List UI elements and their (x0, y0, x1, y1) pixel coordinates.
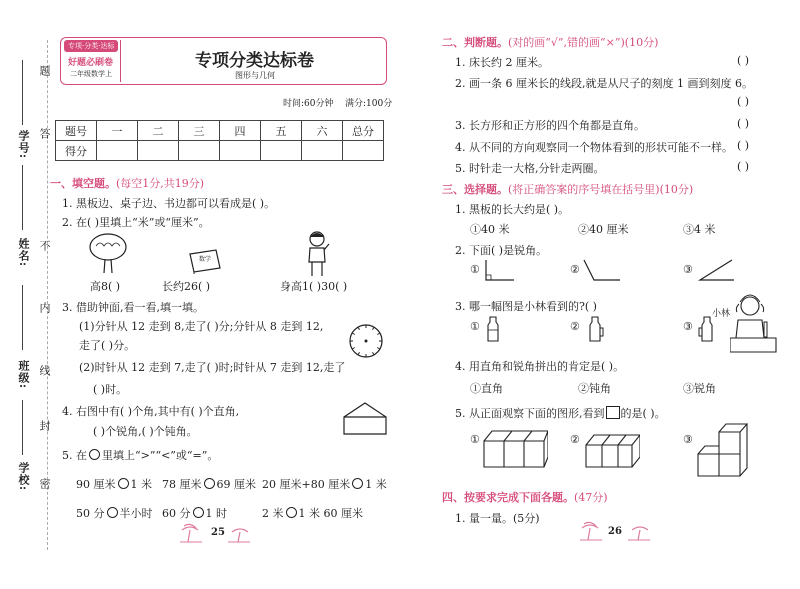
table-row (56, 141, 384, 161)
section-4-title (442, 489, 608, 505)
table-cell: 得分 (56, 141, 97, 161)
option-mark[interactable]: ③ (683, 263, 693, 276)
measure-question[interactable]: 1. 量一量。(5分) (455, 512, 540, 525)
binding-dashed-line (47, 40, 48, 550)
school-field[interactable]: 学校: (17, 462, 30, 492)
option-mark[interactable]: ② (570, 433, 580, 446)
class-field[interactable]: 班级: (17, 360, 30, 390)
clock-tick (353, 348, 355, 349)
bottle-icon (486, 316, 500, 342)
time-limit: 时间:60分钟 (283, 99, 334, 109)
bottle-icon (586, 316, 604, 342)
compare-circle[interactable] (193, 507, 204, 518)
score-cell[interactable] (261, 141, 302, 161)
question-3-2a[interactable]: (2)时针从 12 走到 7,走了( )时;时针从 7 走到 12,走了 (79, 361, 346, 374)
question-3-2b[interactable]: ( )时。 (93, 383, 128, 396)
bottle-icon (698, 316, 716, 342)
square-icon (606, 406, 620, 419)
book-title: 数学 (199, 256, 212, 263)
margin-char: 不 (38, 240, 51, 252)
cube-figure (584, 427, 640, 469)
compare-circle[interactable] (107, 507, 118, 518)
answer-paren[interactable]: ( ) (737, 95, 750, 108)
question-3-1a[interactable]: (1)分针从 12 走到 8,走了( )分;分针从 8 走到 12, (79, 320, 324, 333)
choice-option[interactable]: ②40 厘米 (578, 223, 629, 236)
obtuse-angle-icon (582, 258, 622, 282)
score-cell[interactable] (302, 141, 343, 161)
choice-question-3[interactable]: 3. 哪一幅图是小林看到的?( ) (455, 300, 597, 313)
question-2[interactable]: 2. 在( )里填上“米”或“厘米”。 (62, 216, 210, 229)
compare-circle[interactable] (204, 478, 215, 489)
right-page (400, 0, 800, 589)
section-4-note: (47分) (574, 491, 608, 504)
divider (120, 40, 121, 82)
option-mark[interactable]: ② (570, 263, 580, 276)
answer-paren[interactable]: ( ) (737, 139, 750, 152)
table-cell: 二 (138, 121, 179, 141)
girl-figure (730, 292, 778, 354)
choice-option[interactable]: ①直角 (470, 382, 503, 395)
table-cell: 总分 (343, 121, 384, 141)
table-cell: 六 (302, 121, 343, 141)
table-cell: 四 (220, 121, 261, 141)
choice-question-4[interactable]: 4. 用直角和锐角拼出的肯定是( )。 (455, 360, 625, 373)
field-line (22, 60, 23, 125)
margin-char: 线 (38, 365, 51, 377)
clock-face (348, 323, 384, 359)
compare-right: 1 米 (130, 478, 152, 491)
question-5[interactable] (62, 447, 218, 463)
name-field[interactable]: 姓名: (17, 238, 30, 268)
section-1-title (50, 175, 204, 191)
question-5-suffix: 里填上“>”“<”或“=”。 (102, 449, 219, 462)
compare-item[interactable] (162, 505, 227, 521)
judge-item-4: 4. 从不同的方向观察同一个物体看到的形状可能不一样。 (455, 141, 733, 154)
section-3-title (442, 181, 693, 197)
brand-name: 好题必刷卷 (68, 58, 114, 68)
clock-center (365, 340, 368, 343)
compare-item[interactable] (262, 476, 387, 492)
table-cell: 题号 (56, 121, 97, 141)
option-mark[interactable]: ② (570, 320, 580, 333)
cube-figure (482, 427, 548, 469)
cube-figure (696, 420, 748, 478)
page-number: 25 (211, 527, 225, 538)
clock-tick (377, 333, 379, 334)
header-tag: 专项·分类·达标 (64, 40, 118, 52)
judge-item-1: 1. 床长约 2 厘米。 (455, 56, 549, 69)
margin-char: 题 (38, 65, 51, 77)
book-length-blank[interactable]: 长约26( ) (162, 280, 211, 293)
table-cell: 一 (97, 121, 138, 141)
table-cell: 三 (179, 121, 220, 141)
section-2-title (442, 34, 658, 50)
question-4a[interactable]: 4. 右图中有( )个角,其中有( )个直角, (62, 405, 240, 418)
compare-left: 90 厘米 (76, 478, 116, 491)
option-mark[interactable]: ③ (683, 320, 693, 333)
boy-height-blank[interactable]: 身高1( )30( ) (280, 280, 348, 293)
clock-tick (358, 328, 359, 330)
choice-question-5[interactable] (455, 405, 666, 421)
tree-height-blank[interactable]: 高8( ) (90, 280, 121, 293)
circle-icon (89, 449, 100, 460)
page-title: 专项分类达标卷 (195, 51, 314, 71)
question-4b[interactable]: ( )个锐角,( )个钝角。 (93, 425, 198, 438)
score-cell[interactable] (343, 141, 384, 161)
compare-circle[interactable] (286, 507, 297, 518)
page-subtitle: 图形与几何 (235, 71, 275, 80)
compare-circle[interactable] (352, 478, 363, 489)
compare-right: 半小时 (119, 507, 153, 520)
compare-left: 50 分 (76, 507, 105, 520)
judge-item-2: 2. 画一条 6 厘米长的线段,就是从尺子的刻度 1 画到刻度 6。 (455, 77, 753, 90)
student-number-field[interactable]: 学号: (17, 130, 30, 160)
compare-item[interactable] (262, 505, 363, 521)
judge-item-5: 5. 时针走一大格,分针走两圈。 (455, 162, 605, 175)
right-angle-icon (484, 258, 516, 282)
section-2-heading: 二、判断题。 (442, 36, 508, 49)
full-score: 满分:100分 (345, 99, 393, 109)
clock-tick (373, 328, 374, 330)
compare-right: 69 厘米 (216, 478, 256, 491)
section-3-heading: 三、选择题。 (442, 183, 508, 196)
answer-paren[interactable]: ( ) (737, 54, 750, 67)
margin-char: 封 (38, 420, 51, 432)
question-5-prefix: 5. 从正面观察下面的图形,看到 (455, 407, 605, 420)
choice-question-2[interactable]: 2. 下面( )是锐角。 (455, 244, 548, 257)
choice-option[interactable]: ③4 米 (683, 223, 716, 236)
compare-right: 1 米 (365, 478, 387, 491)
compare-right: 1 时 (205, 507, 227, 520)
compare-left: 60 分 (162, 507, 191, 520)
table-row (56, 121, 384, 141)
margin-char: 内 (38, 302, 51, 314)
field-line (22, 165, 23, 230)
compare-item[interactable] (76, 505, 153, 521)
option-mark[interactable]: ③ (683, 433, 693, 446)
score-cell[interactable] (220, 141, 261, 161)
clock-tick (353, 333, 355, 334)
choice-option[interactable]: ①40 米 (470, 223, 510, 236)
choice-question-1[interactable]: 1. 黑板的长大约是( )。 (455, 203, 570, 216)
compare-left: 20 厘米+80 厘米 (262, 478, 351, 491)
acute-angle-icon (696, 258, 736, 282)
section-2-note: (对的画“√”,错的画“×”)(10分) (508, 36, 659, 49)
section-3-note: (将正确答案的序号填在括号里)(10分) (508, 183, 694, 196)
score-table (55, 120, 384, 161)
compare-left: 2 米 (262, 507, 284, 520)
boy-figure (303, 230, 331, 278)
choice-option[interactable]: ③锐角 (683, 382, 716, 395)
field-line (22, 400, 23, 455)
option-mark[interactable]: ① (470, 320, 480, 333)
compare-item[interactable] (162, 476, 256, 492)
field-line (22, 285, 23, 350)
margin-char: 密 (38, 478, 51, 490)
clock-tick (358, 352, 359, 354)
xiaolin-label: 小林 (712, 309, 731, 319)
compare-right: 1 米 60 厘米 (298, 507, 363, 520)
section-1-heading: 一、填空题。 (50, 177, 116, 190)
compare-circle[interactable] (118, 478, 129, 489)
score-cell[interactable] (138, 141, 179, 161)
choice-option[interactable]: ②钝角 (578, 382, 611, 395)
score-cell[interactable] (97, 141, 138, 161)
judge-item-3: 3. 长方形和正方形的四个角都是直角。 (455, 119, 645, 132)
question-3-1b[interactable]: 走了( )分。 (79, 339, 136, 352)
section-4-heading: 四、按要求完成下面各题。 (442, 491, 574, 504)
answer-paren[interactable]: ( ) (737, 117, 750, 130)
angle-figure (340, 400, 390, 436)
question-1[interactable]: 1. 黑板边、桌子边、书边都可以看成是( )。 (62, 197, 276, 210)
margin-char: 答 (38, 128, 51, 140)
question-3[interactable]: 3. 借助钟面,看一看,填一填。 (62, 301, 204, 314)
clock-tick (377, 348, 379, 349)
compare-item[interactable] (76, 476, 152, 492)
question-5-suffix: 的是( )。 (620, 407, 666, 420)
page-number: 26 (608, 526, 622, 537)
tree-icon (88, 232, 128, 274)
score-cell[interactable] (179, 141, 220, 161)
compare-left: 78 厘米 (162, 478, 202, 491)
section-1-note: (每空1分,共19分) (116, 177, 205, 190)
option-mark[interactable]: ① (470, 433, 480, 446)
clock-tick (373, 352, 374, 354)
option-mark[interactable]: ① (470, 263, 480, 276)
answer-paren[interactable]: ( ) (737, 160, 750, 173)
table-cell: 五 (261, 121, 302, 141)
grade-label: 二年级数学上 (70, 70, 112, 78)
question-5-prefix: 5. 在 (62, 449, 87, 462)
